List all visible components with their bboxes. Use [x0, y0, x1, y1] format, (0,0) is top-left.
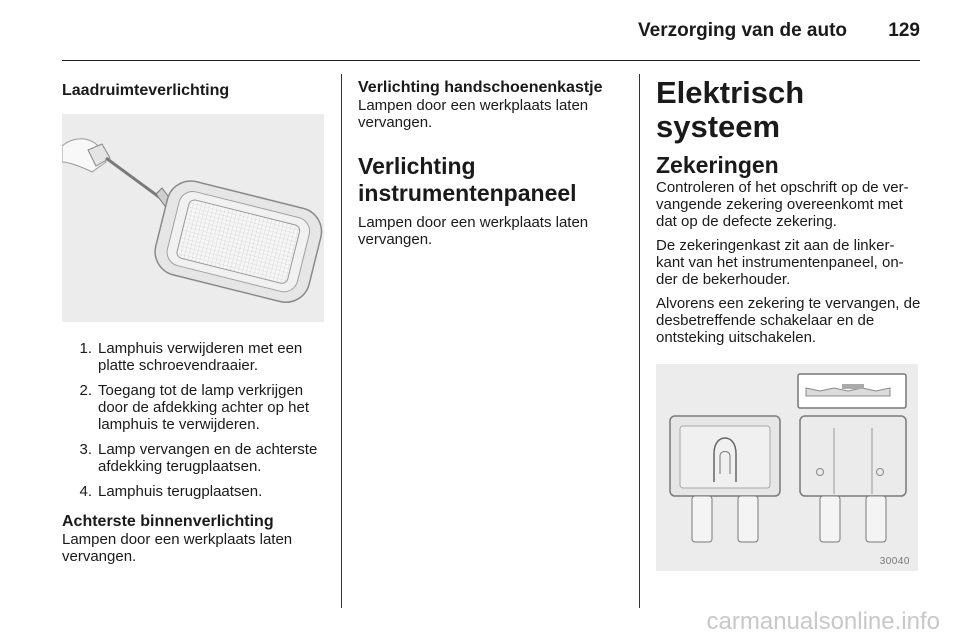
step-text: Lamphuis terugplaatsen. [98, 483, 263, 500]
chapter-title: Elektrisch systeem [656, 75, 805, 144]
step-number: 1. [79, 340, 92, 357]
page-number: 129 [888, 20, 920, 41]
step-number: 4. [79, 483, 92, 500]
instrumentenpaneel-text: Lampen door een werkplaats laten vervangen. [358, 214, 589, 248]
column-1 [62, 76, 326, 565]
steps-list [62, 340, 326, 500]
list-item [62, 483, 326, 500]
header-rule [62, 60, 920, 61]
column-3 [656, 76, 922, 571]
lamp-figure [62, 114, 324, 322]
step-number: 2. [79, 382, 92, 399]
paragraph: Controleren of het opschrift op de ver-vangende zekering overeenkomt met dat op de defecte zekering. [656, 179, 909, 230]
handschoenenkastje-text: Lampen door een werkplaats laten vervangen. [358, 97, 589, 131]
section-heading-instrumentenpaneel: Verlichting instrumentenpaneel [358, 153, 577, 206]
list-item [62, 382, 326, 433]
watermark: carmanualsonline.info [706, 608, 940, 635]
section-heading-achterste: Achterste binnenverlichting [62, 513, 274, 530]
list-item [62, 441, 326, 475]
paragraph: De zekeringenkast zit aan de linker-kant van het instrumentenpaneel, on-der de bekerhouder. [656, 237, 904, 288]
fuse-figure [656, 364, 918, 571]
fuse-illustration [656, 364, 918, 571]
achterste-text: Lampen door een werkplaats laten vervangen. [62, 531, 293, 565]
page-header-title: Verzorging van de auto [638, 20, 848, 41]
section-heading-laadruimte: Laadruimteverlichting [62, 82, 230, 99]
figure-code: 30040 [879, 556, 910, 567]
step-number: 3. [79, 441, 92, 458]
column-divider [639, 74, 640, 608]
list-item [62, 340, 326, 374]
step-text: Toegang tot de lamp verkrijgen door de afdekking achter op het lamphuis te verwijderen. [98, 382, 309, 433]
lamp-housing-illustration [62, 114, 324, 322]
column-2 [358, 76, 622, 248]
step-text: Lamp vervangen en de achterste afdekking terugplaatsen. [98, 441, 318, 475]
step-text: Lamphuis verwijderen met een platte schroevendraaier. [98, 340, 303, 374]
column-divider [341, 74, 342, 608]
section-heading-zekeringen: Zekeringen [656, 152, 779, 178]
section-heading-handschoenenkastje: Verlichting handschoenenkastje [358, 79, 603, 96]
paragraph: Alvorens een zekering te vervangen, de desbetreffende schakelaar en de ontsteking uitschakelen. [656, 295, 921, 346]
